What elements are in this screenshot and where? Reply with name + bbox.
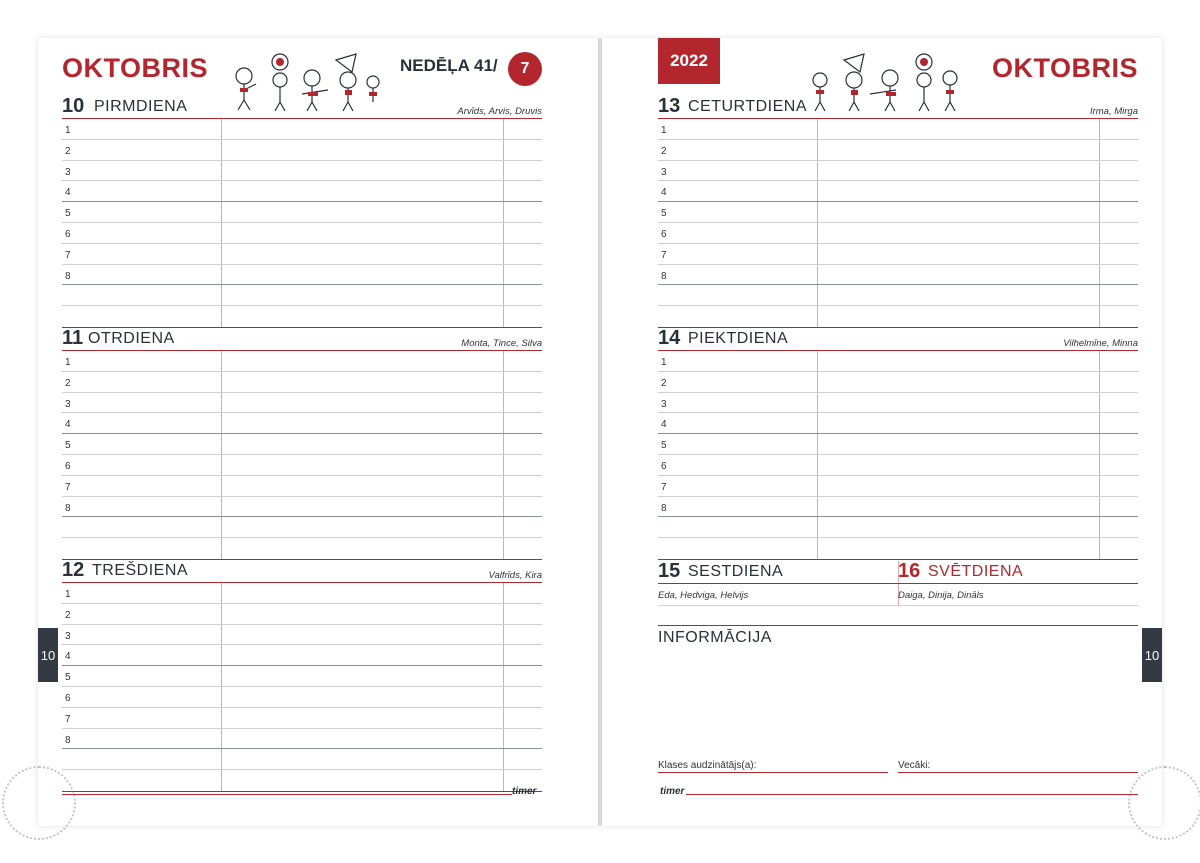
week-number-badge: 7 bbox=[508, 52, 542, 86]
day-header bbox=[898, 561, 1138, 584]
day-rows bbox=[62, 119, 542, 328]
row-number: 7 bbox=[65, 481, 71, 493]
month-title: OKTOBRIS bbox=[62, 53, 209, 83]
left-page bbox=[38, 38, 598, 826]
hour-row[interactable] bbox=[658, 161, 1138, 182]
hour-row[interactable] bbox=[62, 708, 542, 729]
day-header bbox=[62, 560, 542, 583]
hour-row[interactable] bbox=[658, 497, 1138, 518]
teacher-signature-line[interactable] bbox=[658, 772, 888, 773]
day-number: 10 bbox=[62, 95, 85, 117]
hour-row[interactable] bbox=[62, 161, 542, 182]
hour-row[interactable] bbox=[62, 497, 542, 518]
name-day-names: Eda, Hedviga, Helvijs bbox=[658, 584, 898, 606]
day-number: 16 bbox=[898, 560, 921, 582]
parents-label: Vecāki: bbox=[898, 760, 931, 771]
day-name: SESTDIENA bbox=[688, 563, 784, 580]
day-name: PIRMDIENA bbox=[94, 98, 188, 115]
hour-row[interactable] bbox=[62, 223, 542, 244]
hour-row[interactable] bbox=[658, 223, 1138, 244]
row-number: 6 bbox=[661, 228, 667, 240]
day-header bbox=[658, 561, 898, 584]
hour-row[interactable] bbox=[62, 119, 542, 140]
hour-row[interactable] bbox=[62, 666, 542, 687]
name-day-names: Vilhelmīne, Minna bbox=[1063, 338, 1138, 349]
row-number: 8 bbox=[65, 270, 71, 282]
hour-row[interactable] bbox=[62, 181, 542, 202]
name-day-names: Valfrīds, Kira bbox=[488, 570, 542, 581]
row-number: 3 bbox=[661, 166, 667, 178]
hour-row[interactable] bbox=[62, 687, 542, 708]
name-day-names: Arvīds, Arvis, Druvis bbox=[457, 106, 542, 117]
hour-row[interactable] bbox=[658, 393, 1138, 414]
row-number: 7 bbox=[661, 249, 667, 261]
row-number: 8 bbox=[65, 502, 71, 514]
hour-row[interactable] bbox=[62, 372, 542, 393]
day-block-tuesday bbox=[62, 328, 542, 560]
day-name: CETURTDIENA bbox=[688, 98, 807, 115]
hour-row[interactable] bbox=[62, 351, 542, 372]
hour-row[interactable] bbox=[62, 413, 542, 434]
timer-logo: timer bbox=[512, 786, 537, 797]
row-number: 2 bbox=[65, 145, 71, 157]
day-name: PIEKTDIENA bbox=[688, 330, 789, 347]
hour-row[interactable] bbox=[62, 476, 542, 497]
hour-row[interactable] bbox=[62, 604, 542, 625]
day-name: SVĒTDIENA bbox=[928, 563, 1024, 580]
bottom-rule bbox=[62, 794, 512, 795]
hour-row[interactable] bbox=[658, 244, 1138, 265]
day-header bbox=[62, 96, 542, 119]
hour-row[interactable] bbox=[62, 645, 542, 666]
row-number: 5 bbox=[65, 208, 71, 220]
row-number: 7 bbox=[661, 481, 667, 493]
name-day-names: Monta, Tince, Silva bbox=[461, 338, 542, 349]
day-header bbox=[658, 328, 1138, 351]
blank-row[interactable] bbox=[658, 285, 1138, 306]
day-block-wednesday bbox=[62, 560, 542, 792]
day-number: 11 bbox=[62, 327, 84, 349]
hour-row[interactable] bbox=[658, 119, 1138, 140]
hour-row[interactable] bbox=[62, 625, 542, 646]
day-block-thursday bbox=[658, 96, 1138, 328]
week-label: NEDĒĻA 41/ bbox=[400, 56, 498, 75]
row-number: 1 bbox=[65, 125, 71, 136]
timer-logo: timer bbox=[660, 786, 685, 797]
row-number: 6 bbox=[661, 460, 667, 472]
day-rows bbox=[62, 583, 542, 792]
hour-row[interactable] bbox=[62, 583, 542, 604]
day-number: 12 bbox=[62, 559, 85, 581]
corner-decoration bbox=[1128, 766, 1200, 840]
day-header bbox=[658, 96, 1138, 119]
row-number: 8 bbox=[65, 734, 71, 746]
saturday-column bbox=[658, 561, 899, 606]
row-number: 2 bbox=[661, 377, 667, 389]
month-title: OKTOBRIS bbox=[991, 53, 1138, 83]
row-number: 8 bbox=[661, 270, 667, 282]
hour-row[interactable] bbox=[62, 244, 542, 265]
bottom-rule bbox=[686, 794, 1138, 795]
hour-row[interactable] bbox=[658, 455, 1138, 476]
day-block-monday bbox=[62, 96, 542, 328]
blank-row[interactable] bbox=[62, 749, 542, 770]
hour-row[interactable] bbox=[658, 265, 1138, 286]
row-number: 8 bbox=[661, 502, 667, 514]
hour-row[interactable] bbox=[62, 393, 542, 414]
blank-row[interactable] bbox=[62, 517, 542, 538]
blank-row[interactable] bbox=[658, 517, 1138, 538]
hour-row[interactable] bbox=[658, 202, 1138, 223]
hour-row[interactable] bbox=[658, 476, 1138, 497]
day-block-friday bbox=[658, 328, 1138, 560]
row-number: 3 bbox=[65, 398, 71, 410]
hour-row[interactable] bbox=[62, 140, 542, 161]
parents-signature-line[interactable] bbox=[898, 772, 1138, 773]
hour-row[interactable] bbox=[658, 181, 1138, 202]
day-rows bbox=[658, 119, 1138, 328]
hour-row[interactable] bbox=[62, 265, 542, 286]
sunday-column bbox=[898, 561, 1138, 606]
hour-row[interactable] bbox=[62, 455, 542, 476]
info-title: INFORMĀCIJA bbox=[658, 629, 772, 646]
blank-row[interactable] bbox=[62, 285, 542, 306]
row-number: 3 bbox=[65, 166, 71, 178]
row-number: 7 bbox=[65, 249, 71, 261]
month-side-tab[interactable]: 10 bbox=[38, 628, 58, 682]
row-number: 5 bbox=[661, 208, 667, 220]
row-number: 3 bbox=[65, 630, 71, 642]
row-number: 2 bbox=[65, 377, 71, 389]
hour-row[interactable] bbox=[62, 729, 542, 750]
row-number: 3 bbox=[661, 398, 667, 410]
hour-row[interactable] bbox=[658, 434, 1138, 455]
row-number: 1 bbox=[65, 589, 71, 600]
hour-row[interactable] bbox=[658, 413, 1138, 434]
row-number: 5 bbox=[65, 440, 71, 452]
row-number: 6 bbox=[65, 460, 71, 472]
hour-row[interactable] bbox=[658, 351, 1138, 372]
row-number: 4 bbox=[661, 187, 667, 199]
day-header bbox=[62, 328, 542, 351]
day-rows bbox=[62, 351, 542, 560]
row-number: 4 bbox=[65, 187, 71, 199]
row-number: 4 bbox=[661, 419, 667, 431]
row-number: 7 bbox=[65, 713, 71, 725]
day-name: TREŠDIENA bbox=[92, 562, 189, 579]
name-day-names: Daiga, Dinija, Dināls bbox=[898, 584, 1138, 606]
teacher-label: Klases audzinātājs(a): bbox=[658, 760, 757, 771]
row-number: 1 bbox=[661, 125, 667, 136]
row-number: 4 bbox=[65, 651, 71, 663]
hour-row[interactable] bbox=[658, 140, 1138, 161]
hour-row[interactable] bbox=[62, 202, 542, 223]
day-number: 13 bbox=[658, 95, 681, 117]
row-number: 4 bbox=[65, 419, 71, 431]
row-number: 5 bbox=[65, 672, 71, 684]
row-number: 5 bbox=[661, 440, 667, 452]
row-number: 1 bbox=[65, 357, 71, 368]
hour-row[interactable] bbox=[658, 372, 1138, 393]
right-page bbox=[602, 38, 1162, 826]
row-number: 2 bbox=[661, 145, 667, 157]
row-number: 1 bbox=[661, 357, 667, 368]
row-number: 2 bbox=[65, 609, 71, 621]
day-name: OTRDIENA bbox=[88, 330, 175, 347]
row-number: 6 bbox=[65, 228, 71, 240]
day-number: 15 bbox=[658, 560, 681, 582]
month-side-tab[interactable]: 10 bbox=[1142, 628, 1162, 682]
day-rows bbox=[658, 351, 1138, 560]
row-number: 6 bbox=[65, 692, 71, 704]
hour-row[interactable] bbox=[62, 434, 542, 455]
name-day-names: Irma, Mirga bbox=[1089, 106, 1138, 117]
info-divider bbox=[658, 625, 1138, 626]
day-number: 14 bbox=[658, 327, 681, 349]
year-badge: 2022 bbox=[658, 38, 720, 84]
